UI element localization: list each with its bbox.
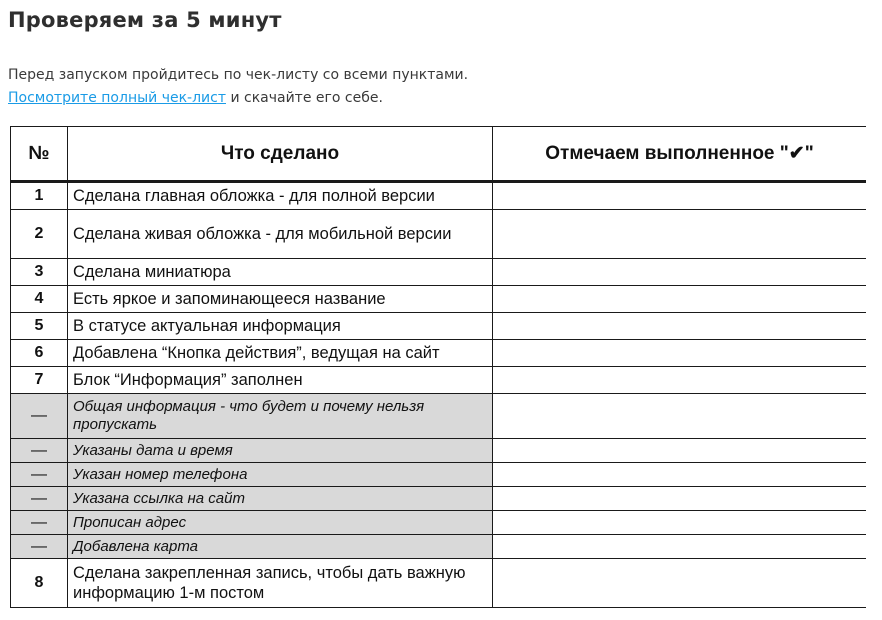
row-mark-cell bbox=[493, 439, 867, 463]
page-title: Проверяем за 5 минут bbox=[8, 8, 282, 32]
intro-line-1: Перед запуском пройдитесь по чек-листу со всеми пунктами. bbox=[8, 67, 469, 83]
row-mark-cell bbox=[493, 559, 867, 608]
row-mark-cell bbox=[493, 313, 867, 340]
row-text: Сделана миниатюра bbox=[68, 259, 493, 286]
table-header-row bbox=[11, 127, 867, 182]
table-row bbox=[11, 559, 867, 608]
row-text: Добавлена “Кнопка действия”, ведущая на сайт bbox=[68, 340, 493, 367]
row-number: — bbox=[11, 463, 68, 487]
row-mark-cell bbox=[493, 259, 867, 286]
row-text: Указаны дата и время bbox=[68, 439, 493, 463]
row-mark-cell bbox=[493, 463, 867, 487]
row-text: Указана ссылка на сайт bbox=[68, 487, 493, 511]
row-mark-cell bbox=[493, 340, 867, 367]
row-number: 2 bbox=[11, 210, 68, 259]
row-text: Указан номер телефона bbox=[68, 463, 493, 487]
table-row bbox=[11, 210, 867, 259]
table-row bbox=[11, 259, 867, 286]
table-row bbox=[11, 487, 867, 511]
row-number: 3 bbox=[11, 259, 68, 286]
row-text: Сделана главная обложка - для полной версии bbox=[68, 182, 493, 210]
row-text: Есть яркое и запоминающееся название bbox=[68, 286, 493, 313]
table-row bbox=[11, 439, 867, 463]
row-number: — bbox=[11, 535, 68, 559]
intro-line-2-rest: и скачайте его себе. bbox=[226, 90, 383, 106]
row-text: Блок “Информация” заполнен bbox=[68, 367, 493, 394]
row-number: — bbox=[11, 394, 68, 439]
row-mark-cell bbox=[493, 367, 867, 394]
table-row bbox=[11, 463, 867, 487]
row-number: — bbox=[11, 439, 68, 463]
table-row bbox=[11, 182, 867, 210]
row-mark-cell bbox=[493, 182, 867, 210]
table-row bbox=[11, 313, 867, 340]
row-mark-cell bbox=[493, 487, 867, 511]
row-number: 5 bbox=[11, 313, 68, 340]
row-text: Сделана закрепленная запись, чтобы дать важную информацию 1-м постом bbox=[68, 559, 493, 608]
row-number: — bbox=[11, 511, 68, 535]
checklist-table bbox=[10, 126, 866, 608]
row-number: 8 bbox=[11, 559, 68, 608]
row-text: Сделана живая обложка - для мобильной версии bbox=[68, 210, 493, 259]
row-text: В статусе актуальная информация bbox=[68, 313, 493, 340]
row-mark-cell bbox=[493, 286, 867, 313]
intro-text bbox=[8, 64, 468, 110]
table-row bbox=[11, 367, 867, 394]
table-row bbox=[11, 394, 867, 439]
header-done: Что сделано bbox=[68, 127, 493, 182]
row-text: Прописан адрес bbox=[68, 511, 493, 535]
row-text: Добавлена карта bbox=[68, 535, 493, 559]
table-row bbox=[11, 286, 867, 313]
full-checklist-link[interactable]: Посмотрите полный чек-лист bbox=[8, 90, 226, 106]
row-mark-cell bbox=[493, 394, 867, 439]
row-mark-cell bbox=[493, 511, 867, 535]
row-number: 6 bbox=[11, 340, 68, 367]
table-row bbox=[11, 535, 867, 559]
checklist-image bbox=[10, 126, 866, 620]
row-number: 7 bbox=[11, 367, 68, 394]
table-row bbox=[11, 511, 867, 535]
row-number: 4 bbox=[11, 286, 68, 313]
header-mark: Отмечаем выполненное "✔" bbox=[493, 127, 867, 182]
table-row bbox=[11, 340, 867, 367]
row-mark-cell bbox=[493, 535, 867, 559]
row-mark-cell bbox=[493, 210, 867, 259]
row-number: — bbox=[11, 487, 68, 511]
header-number: № bbox=[11, 127, 68, 182]
row-text: Общая информация - что будет и почему нельзя пропускать bbox=[68, 394, 493, 439]
row-number: 1 bbox=[11, 182, 68, 210]
intro-line-2 bbox=[8, 87, 468, 110]
